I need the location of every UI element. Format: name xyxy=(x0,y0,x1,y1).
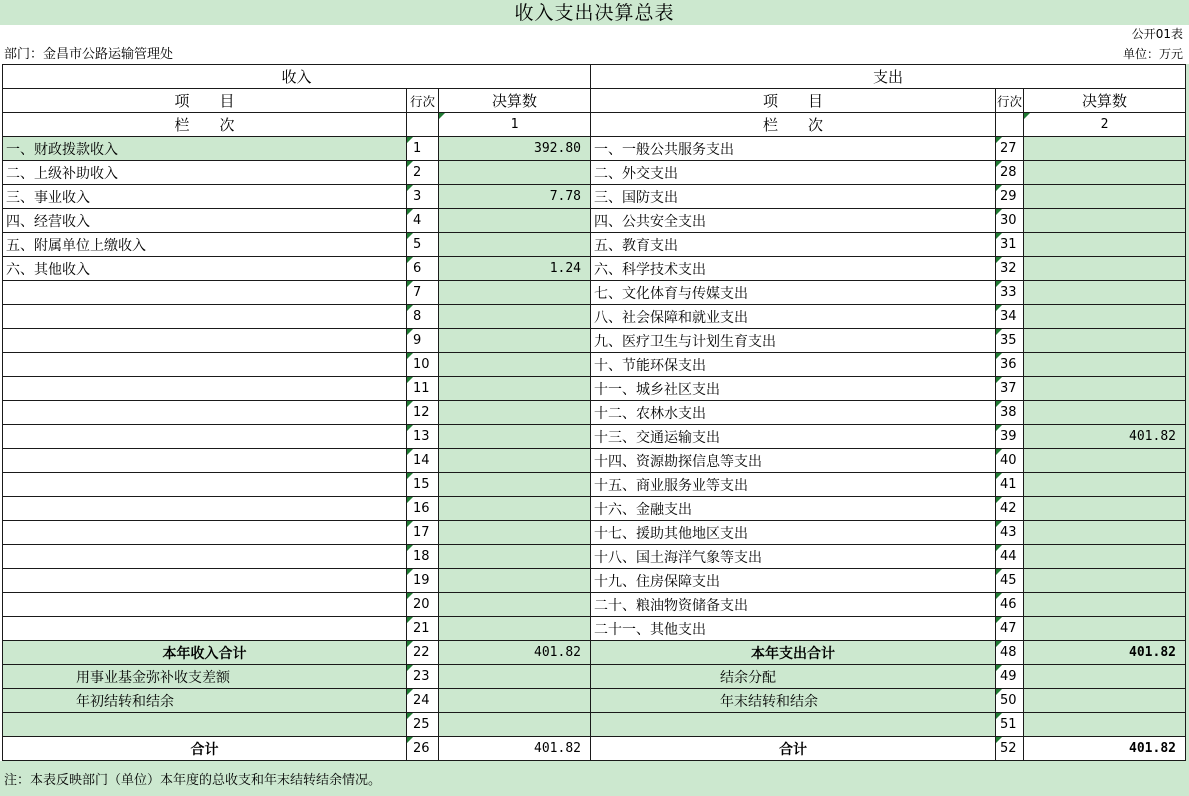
expense-amount-cell xyxy=(1024,473,1186,497)
expense-line-number: 39 xyxy=(996,425,1024,449)
income-item-cell: 一、财政拨款收入 xyxy=(3,137,407,161)
income-line-number: 12 xyxy=(407,401,439,425)
income-line-number: 16 xyxy=(407,497,439,521)
expense-line-number: 52 xyxy=(996,737,1024,761)
income-amount-cell xyxy=(439,449,591,473)
expense-item-cell: 九、医疗卫生与计划生育支出 xyxy=(591,329,996,353)
income-amount-cell xyxy=(439,617,591,641)
income-line-number: 1 xyxy=(407,137,439,161)
income-expense-table xyxy=(2,64,1186,761)
income-line-number: 8 xyxy=(407,305,439,329)
income-amount-cell: 1.24 xyxy=(439,257,591,281)
expense-line-number: 35 xyxy=(996,329,1024,353)
expense-item-cell: 年末结转和结余 xyxy=(591,689,996,713)
income-item-cell: 二、上级补助收入 xyxy=(3,161,407,185)
expense-line-number: 30 xyxy=(996,209,1024,233)
income-line-number: 3 xyxy=(407,185,439,209)
expense-amount-cell xyxy=(1024,401,1186,425)
income-amount-cell: 401.82 xyxy=(439,641,591,665)
income-column-label: 栏 次 xyxy=(3,113,407,137)
income-line-number: 17 xyxy=(407,521,439,545)
income-item-cell xyxy=(3,425,407,449)
expense-amount-cell xyxy=(1024,257,1186,281)
income-item-cell xyxy=(3,473,407,497)
expense-item-cell: 三、国防支出 xyxy=(591,185,996,209)
expense-line-number: 38 xyxy=(996,401,1024,425)
expense-amount-cell xyxy=(1024,305,1186,329)
income-item-cell xyxy=(3,401,407,425)
expense-amount-cell xyxy=(1024,545,1186,569)
expense-item-cell: 十七、援助其他地区支出 xyxy=(591,521,996,545)
income-item-cell xyxy=(3,353,407,377)
income-line-number: 26 xyxy=(407,737,439,761)
expense-line-number: 36 xyxy=(996,353,1024,377)
income-line-number: 23 xyxy=(407,665,439,689)
expense-amount-cell xyxy=(1024,233,1186,257)
expense-line-number: 45 xyxy=(996,569,1024,593)
income-line-number: 22 xyxy=(407,641,439,665)
income-amount-cell: 392.80 xyxy=(439,137,591,161)
form-code: 公开01表 xyxy=(1131,27,1183,41)
income-item-cell: 用事业基金弥补收支差额 xyxy=(3,665,407,689)
expense-amount-cell xyxy=(1024,209,1186,233)
income-amount-cell xyxy=(439,425,591,449)
expense-item-cell: 十、节能环保支出 xyxy=(591,353,996,377)
income-item-cell xyxy=(3,713,407,737)
income-line-number: 15 xyxy=(407,473,439,497)
income-amount-cell xyxy=(439,569,591,593)
income-line-number: 19 xyxy=(407,569,439,593)
expense-item-cell: 二十一、其他支出 xyxy=(591,617,996,641)
expense-item-cell: 十二、农林水支出 xyxy=(591,401,996,425)
expense-item-cell: 二、外交支出 xyxy=(591,161,996,185)
expense-line-number: 33 xyxy=(996,281,1024,305)
expense-column-number: 2 xyxy=(1024,113,1186,137)
income-amount-cell xyxy=(439,689,591,713)
income-amount-cell xyxy=(439,545,591,569)
expense-amount-cell xyxy=(1024,329,1186,353)
income-amount-cell: 7.78 xyxy=(439,185,591,209)
expense-amount-cell xyxy=(1024,521,1186,545)
income-amount-cell xyxy=(439,209,591,233)
expense-item-cell: 一、一般公共服务支出 xyxy=(591,137,996,161)
income-item-cell: 三、事业收入 xyxy=(3,185,407,209)
expense-line-number: 27 xyxy=(996,137,1024,161)
income-item-cell: 本年收入合计 xyxy=(3,641,407,665)
expense-item-cell: 十四、资源勘探信息等支出 xyxy=(591,449,996,473)
income-item-cell xyxy=(3,281,407,305)
expense-item-cell: 五、教育支出 xyxy=(591,233,996,257)
expense-item-cell: 十一、城乡社区支出 xyxy=(591,377,996,401)
income-column-number: 1 xyxy=(439,113,591,137)
expense-item-cell: 本年支出合计 xyxy=(591,641,996,665)
income-item-cell xyxy=(3,545,407,569)
income-amount-cell xyxy=(439,233,591,257)
expense-amount-cell xyxy=(1024,689,1186,713)
expense-line-number: 44 xyxy=(996,545,1024,569)
expense-line-number: 43 xyxy=(996,521,1024,545)
income-line-number: 25 xyxy=(407,713,439,737)
expense-amount-cell xyxy=(1024,617,1186,641)
expense-line-number: 28 xyxy=(996,161,1024,185)
expense-column-label: 栏 次 xyxy=(591,113,996,137)
income-section-header: 收入 xyxy=(3,65,591,89)
expense-item-cell: 合计 xyxy=(591,737,996,761)
income-amount-cell xyxy=(439,161,591,185)
expense-item-cell: 八、社会保障和就业支出 xyxy=(591,305,996,329)
income-line-number: 24 xyxy=(407,689,439,713)
income-amount-cell xyxy=(439,329,591,353)
income-item-cell: 年初结转和结余 xyxy=(3,689,407,713)
income-amount-cell xyxy=(439,281,591,305)
expense-item-cell: 结余分配 xyxy=(591,665,996,689)
income-amount-header: 决算数 xyxy=(439,89,591,113)
expense-item-cell: 十九、住房保障支出 xyxy=(591,569,996,593)
expense-amount-cell xyxy=(1024,449,1186,473)
expense-amount-cell: 401.82 xyxy=(1024,737,1186,761)
income-item-cell xyxy=(3,329,407,353)
income-line-number: 10 xyxy=(407,353,439,377)
income-amount-cell xyxy=(439,713,591,737)
expense-item-cell: 七、文化体育与传媒支出 xyxy=(591,281,996,305)
income-amount-cell xyxy=(439,593,591,617)
expense-item-cell: 十六、金融支出 xyxy=(591,497,996,521)
income-amount-cell xyxy=(439,377,591,401)
income-item-cell xyxy=(3,617,407,641)
expense-amount-cell xyxy=(1024,593,1186,617)
income-item-cell: 合计 xyxy=(3,737,407,761)
expense-amount-cell: 401.82 xyxy=(1024,641,1186,665)
expense-item-header: 项 目 xyxy=(591,89,996,113)
income-item-cell xyxy=(3,497,407,521)
report-title: 收入支出决算总表 xyxy=(0,0,1189,25)
expense-amount-cell xyxy=(1024,281,1186,305)
expense-line-number: 51 xyxy=(996,713,1024,737)
expense-line-header: 行次 xyxy=(996,89,1024,113)
expense-amount-cell xyxy=(1024,377,1186,401)
expense-line-number: 40 xyxy=(996,449,1024,473)
income-line-number: 9 xyxy=(407,329,439,353)
expense-line-number: 46 xyxy=(996,593,1024,617)
expense-line-number: 37 xyxy=(996,377,1024,401)
income-item-cell xyxy=(3,449,407,473)
table-note: 注：本表反映部门（单位）本年度的总收支和年末结转结余情况。 xyxy=(0,761,1189,796)
income-item-cell xyxy=(3,377,407,401)
expense-line-blank xyxy=(996,113,1024,137)
expense-amount-cell xyxy=(1024,665,1186,689)
income-line-number: 14 xyxy=(407,449,439,473)
expense-item-cell: 十三、交通运输支出 xyxy=(591,425,996,449)
income-item-cell: 六、其他收入 xyxy=(3,257,407,281)
expense-line-number: 31 xyxy=(996,233,1024,257)
expense-line-number: 47 xyxy=(996,617,1024,641)
income-item-cell xyxy=(3,305,407,329)
expense-line-number: 32 xyxy=(996,257,1024,281)
income-amount-cell xyxy=(439,305,591,329)
income-amount-cell xyxy=(439,665,591,689)
expense-line-number: 41 xyxy=(996,473,1024,497)
income-line-number: 11 xyxy=(407,377,439,401)
expense-amount-cell xyxy=(1024,569,1186,593)
expense-item-cell: 十五、商业服务业等支出 xyxy=(591,473,996,497)
income-amount-cell xyxy=(439,401,591,425)
income-line-number: 2 xyxy=(407,161,439,185)
expense-line-number: 34 xyxy=(996,305,1024,329)
income-line-number: 7 xyxy=(407,281,439,305)
income-line-number: 21 xyxy=(407,617,439,641)
expense-line-number: 42 xyxy=(996,497,1024,521)
expense-amount-cell xyxy=(1024,497,1186,521)
expense-line-number: 50 xyxy=(996,689,1024,713)
department-label: 部门：金昌市公路运输管理处 xyxy=(4,47,174,62)
expense-amount-cell xyxy=(1024,353,1186,377)
income-line-number: 20 xyxy=(407,593,439,617)
expense-amount-cell xyxy=(1024,713,1186,737)
expense-item-cell: 四、公共安全支出 xyxy=(591,209,996,233)
expense-amount-cell xyxy=(1024,161,1186,185)
expense-section-header: 支出 xyxy=(591,65,1186,89)
income-item-cell: 五、附属单位上缴收入 xyxy=(3,233,407,257)
income-item-header: 项 目 xyxy=(3,89,407,113)
expense-amount-cell xyxy=(1024,137,1186,161)
expense-amount-cell: 401.82 xyxy=(1024,425,1186,449)
expense-amount-cell xyxy=(1024,185,1186,209)
income-line-blank xyxy=(407,113,439,137)
income-line-header: 行次 xyxy=(407,89,439,113)
income-item-cell xyxy=(3,569,407,593)
expense-item-cell: 二十、粮油物资储备支出 xyxy=(591,593,996,617)
income-line-number: 18 xyxy=(407,545,439,569)
income-item-cell xyxy=(3,593,407,617)
expense-line-number: 29 xyxy=(996,185,1024,209)
income-item-cell xyxy=(3,521,407,545)
income-amount-cell xyxy=(439,497,591,521)
expense-item-cell xyxy=(591,713,996,737)
income-line-number: 13 xyxy=(407,425,439,449)
unit-label: 单位：万元 xyxy=(1122,47,1183,61)
income-line-number: 5 xyxy=(407,233,439,257)
expense-item-cell: 六、科学技术支出 xyxy=(591,257,996,281)
income-line-number: 4 xyxy=(407,209,439,233)
income-amount-cell xyxy=(439,353,591,377)
expense-line-number: 49 xyxy=(996,665,1024,689)
expense-line-number: 48 xyxy=(996,641,1024,665)
income-amount-cell xyxy=(439,473,591,497)
income-line-number: 6 xyxy=(407,257,439,281)
income-amount-cell xyxy=(439,521,591,545)
expense-amount-header: 决算数 xyxy=(1024,89,1186,113)
income-amount-cell: 401.82 xyxy=(439,737,591,761)
expense-item-cell: 十八、国土海洋气象等支出 xyxy=(591,545,996,569)
income-item-cell: 四、经营收入 xyxy=(3,209,407,233)
